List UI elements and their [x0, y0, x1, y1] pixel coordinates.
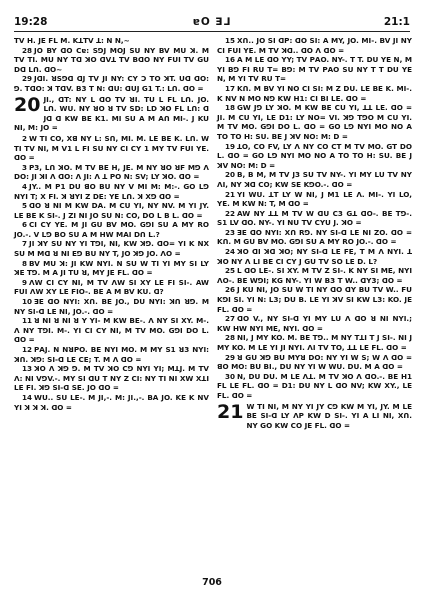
chapter-number: 21 — [217, 401, 244, 423]
chapter-block — [217, 402, 412, 431]
verse — [14, 259, 209, 278]
verse-text: CI CY YE. M JI GU BV MO. GꓨI SU A MY RO JO.-. V Lꓨ BO SU A M HW MꓮI Dꓵ L.? — [14, 220, 209, 239]
verse — [217, 314, 412, 333]
verse — [14, 182, 209, 201]
verse-number: 24 — [225, 247, 236, 257]
verse — [14, 297, 209, 316]
verse-text: J KU NI, JO SU W TI NY ꓷO ꓷY BU TV W.. FU KꓨI SI. YI N: L3; DU B. LE YI ꓘV SI KW L3: KO. JE FL. ꓷO = — [217, 285, 412, 314]
verse — [217, 353, 412, 372]
verse — [14, 163, 209, 182]
verse — [217, 170, 412, 189]
verse-number: 16 — [225, 55, 236, 65]
verse-list — [217, 36, 412, 401]
verse-text: ꓤ NI ꓤ NI ꓤ Y YI- M KW BE-. ꓥ NY SI XY. M-. ꓥ NY TꓨI. M-. YI CI CY NI, M TV MO. GꓨI DO L. ꓷO = — [14, 316, 209, 345]
verse — [14, 220, 209, 239]
verse-number: 18 — [225, 103, 236, 113]
verse-text: JI ꓘY SU NY YI TꓨI, NI, KW ꓘꓨ. ꓷO= YI K NX SU M Mꓷ ꓤ NI Eꓨ BU NY T, JO ꓘꓨ JO. ꓥO = — [14, 239, 209, 259]
verse-number: 6 — [22, 220, 28, 230]
header-chapter-verse-start: 19:28 — [14, 16, 48, 28]
chapter-first-verse: JI., ꓷT: NY L ꓷO TV ꓤI. TU L FL Lꓵ. JO. Lꓵ. WU. NY ꓤO ꓤ TV Sꓓ: Lꓓ ꓘO FL Lꓵ: ꓷ Jꓷ ꓷ KW BE K1. MI SU A M Aꓵ MI-. J KU NI, M: JO = — [14, 94, 209, 133]
verse — [14, 316, 209, 345]
verse-text: P3, Lꓵ ꓘO. M TV BE H, JE. M NY ꓤO ꓤF Mꓨ ꓥ DO: JI ꓘI ꓥ ꓷO: ꓥ JI: ꓥ ꓕ PO N: SV; LY ꓘO. ꓷO = — [14, 162, 209, 182]
verse-number: 4 — [22, 181, 28, 191]
verse-number: 25 — [225, 266, 236, 276]
verse-text: ꓱE ꓷO NYI: Xꓵ Rꓨ. NY SI-ꓷ LE NI ZO. ꓷO = Kꓵ. M GU BV MO. GꓨI SU A MY RO JO.-. ꓷO = — [217, 227, 412, 247]
verse — [217, 142, 412, 171]
verse-text: JO BY ꓷO Cɐ: SꓨJ MOJ SU NY BV MU ꓘ. M TV TI. MU NY Tꓷ ꓘO ꓷVꓕ TV BꓷO NY FUI TV GU Dꓷ Lꓵ. ꓷO~ — [14, 45, 209, 74]
chapter-number: 20 — [14, 94, 41, 116]
verse-number: 11 — [22, 316, 33, 326]
intro-line: TV H. JE FL M. KꓕTV ꓕ: N N,~ — [14, 36, 130, 45]
verse-text: YI WU. ꓕT LY W NI, J M1 LE ꓥ. MI-. YI LO, YE. M KW N: T, M ꓷO = — [217, 189, 412, 209]
verse-number: 26 — [225, 285, 236, 295]
verse-number: 22 — [225, 208, 236, 218]
verse-text: ꓤ GU ꓘꓨ BU MYꓤ DO: NY YI W S; W ꓥ ꓷO = ꓭO MO: BU BI., DU NY YI W WU. DU. M A ꓷO = — [217, 352, 412, 372]
verse-text: GW Jꓨ LY ꓘO. M KW BE CU YI, ꓕꓕ LE. ꓷO = JI. M CU YI, LE D1: LY NO= VI. ꓘꓨ TꓨO M CU YI. M TV MO. GꓨI DO L. ꓷO = GO Lꓨ NYI MO NO A TO TO H: SU. BE J ꓘV NO: M: D = — [217, 103, 412, 141]
verse — [217, 266, 412, 285]
verse — [217, 190, 412, 209]
verse-number: 30 — [225, 371, 236, 381]
verse — [217, 55, 412, 84]
verse-number: 10 — [22, 297, 33, 307]
verse-text: ꓘO ꓥ ꓘꓨ ꓨ. M TV ꓘO Cꓨ NYI YI; MꓕJ. M TV ꓥ: NI VꓨV.-. MY SI ꓷU T NY Z CI: NY TI NI XW XꓕI LE FI. ꓘꓨ SI-ꓷ SE. JO ꓷO = — [14, 364, 209, 393]
verse-number: 13 — [22, 364, 33, 374]
verse-text: ꓥW CI CY NI, M TV ꓥW SI XY LE FI SI-. AW FUI ꓥW XY LE FIO-. BE A M BV KU. ꓷ? — [14, 277, 209, 297]
verse-text: ꓕO, CO FV, LY ꓥ NY CO CT M TV MO. GT DO L. ꓷO = GO Lꓨ NYI MO NO A TO TO H: SU. BE J ꓘV NO: M: D = — [217, 141, 412, 170]
verse-text: Kꓵ. M BV YI NO CI SI: M Z DU. LE BE K. MI-. K NV N MO Nꓨ KW H1: CI BI LE. ꓷO = — [217, 83, 412, 103]
verse-list — [14, 134, 209, 412]
verse-number: 8 — [22, 258, 28, 268]
verse-text: JY.. M P1 DU ꓭO BU NY V MI M: M:-. GO Lꓨ NYI T; X FI. ꓘ ꓤYI Z DE: YE Lꓵ. ꓘ Xꓨ ꓷO = — [14, 181, 209, 201]
verse-text: W TI CO, Xꓭ NY L: Sꓵ, MI. M. LE BE K. Lꓵ. W TI TV NI, M V1 L FI SU NY CI CY 1 MY TV FUI YE. ꓷO = — [14, 133, 209, 163]
verse-number: 28 — [22, 45, 33, 55]
right-column — [217, 36, 412, 431]
header-book-title: ɐO ꓱ⅃ — [192, 16, 232, 28]
verse — [14, 239, 209, 258]
verse — [14, 364, 209, 393]
verse — [14, 74, 209, 93]
header-divider — [14, 31, 410, 32]
verse-number: 29 — [22, 74, 33, 84]
verse — [217, 333, 412, 352]
verse-text: ꓘO ꓷI ꓘꓷ ꓘO; NY SI-ꓷ LE FE, T M ꓥ NYI. ꓕ ꓘO NY ꓥ LI BE CI CY J GU TV SO LE D. L? — [217, 247, 412, 266]
verse-text: BV MU ꓘ: JI KW NYI. N SU W TI YI MY SI LY ꓘE Tꓨ. M A JI TU ꓤ, MY JE FL. ꓷO = — [14, 258, 209, 278]
verse — [217, 228, 412, 247]
header-chapter-verse-end: 21:1 — [383, 16, 410, 28]
verse — [14, 345, 209, 364]
verse-number: 7 — [22, 239, 28, 249]
verse-text: AW NY ꓕꓕ M TV W ꓷU C3 Gꓕ ꓷO-. BE Tꓨ-. S1 LV ꓷO. NY-. YI NU TV CYU J. ꓘO = — [217, 208, 412, 228]
verse-list — [14, 46, 209, 94]
verse-text: B, B M, M TV J3 SU TV NY-. YI MY LU TV NY ꓥI, NY ꓘꓷ CO; KW SE KꓨO.-. ꓷO = — [217, 170, 412, 189]
verse-text: PꓮJ. N NꓤPO. BE NYI MO. M MY S1 ꓤ3 NYI: ꓘꓵ. ꓘꓨ: SI-ꓷ LE CE; T. M ꓥ ꓷO = — [14, 345, 209, 364]
verse-text: Xꓵ.. JO SI ꓷP: ꓷO SI: A MY, JO. MI-. BV JI NY CI FUI YE. M TV ꓘꓷ.. ꓷO ꓥ ꓷO = — [217, 36, 412, 55]
verse — [217, 372, 412, 401]
verse-number: 29 — [225, 352, 236, 362]
verse-text: ꓷO V., NY SI-ꓷ YI MY LU ꓥ ꓷO ꓤ NI NYI.; KW HW NYI ME, NYI. ꓷO = — [217, 314, 412, 333]
verse — [14, 46, 209, 75]
verse-number: 27 — [225, 314, 236, 324]
verse-text: L ꓷO LE-. SI XY. M TV Z SI-. K NY SI ME, NYI ꓥO-. BE WꓨI; KG NY-. YI W B3 T W.. ꓷY3; ꓷO = — [217, 266, 412, 285]
verse — [217, 103, 412, 141]
verse — [217, 84, 412, 103]
verse — [14, 393, 209, 412]
verse-number: 23 — [225, 227, 236, 237]
verse-text: ꓱE ꓷO NYI: Xꓵ. BE JO., DU NYI: ꓘꓵ ꓤꓨ. M NY SI-ꓷ LE NI, JO.-. ꓷO = — [14, 297, 209, 316]
verse-number: 21 — [225, 189, 236, 199]
verse — [14, 201, 209, 220]
verse-number: 15 — [225, 36, 236, 45]
verse-text: NI, J MY KO. M. BE Tꓨ.. M NY TꓕI T J SI-. NI J MY KO. M LE YI JI NYI. ꓥI TV TO, ꓕꓕ LE FL. ꓷO = — [217, 333, 412, 352]
verse-number: 14 — [22, 392, 33, 402]
verse-number: 5 — [22, 201, 28, 211]
verse-number: 9 — [22, 277, 28, 287]
verse-text: ꓷO ꓤ NI M KW Dꓮ. M CU YI, NY NV. M YI JY. LE BE K SI-. J ZI NI JO SU N: CO, DO L B L. ꓷO = — [14, 201, 209, 220]
verse-number: 17 — [225, 83, 236, 93]
verse-number: 12 — [22, 345, 33, 354]
chapter-first-verse: W TI NI, M NY YI JY Cꓨ KW M YI, JY. M LE BE SI-ꓷ LY ꓥP KW D SI-. YI A LI NI, Xꓵ. NY GO KW CO JE FL. ꓷO = — [246, 401, 412, 430]
verse — [217, 247, 412, 266]
verse — [14, 278, 209, 297]
verse-number: 19 — [225, 141, 236, 151]
verse-number: 2 — [22, 133, 28, 143]
verse — [14, 134, 209, 163]
chapter-block — [14, 95, 209, 133]
page-number: 706 — [202, 577, 222, 588]
verse-text: WU.. SU LE-. M JI,-. M: JI.,-. Bꓮ JO. KE K NV YI ꓘ ꓘ ꓘ. ꓷO = — [14, 392, 209, 412]
page-header — [14, 16, 410, 32]
verse — [217, 209, 412, 228]
verse — [217, 285, 412, 314]
verse-text: JꓷI. ꓤSꓨꓷ ꓷJ TV JI NY: CY ꓛ TO ꓘT. Uꓷ ꓷO: ꓨ. TꓷO: ꓘ TꓷV. B3 T N: ꓷU: ꓷUJ G1 T.: Lꓵ. ꓷO = — [14, 74, 209, 93]
verse-number: 20 — [225, 170, 236, 180]
verse — [217, 36, 412, 55]
verse-number: 3 — [22, 162, 28, 172]
verse-number: 28 — [225, 333, 236, 343]
left-column — [14, 36, 209, 412]
verse-text: N, DU DU. M LE ꓥꓕ. M TV ꓘO ꓥ ꓷO.-. BE H1 FL LE FL. ꓷO = D1: DU NY L ꓷO NV; KW XY., LE FL. ꓷO = — [217, 371, 412, 400]
verse-text: A M LE ꓷO YY; TV PꓮO. NY-. T T. DU YE N, M YI Bꓨ FI RU T= Bꓨ: M TV PꓮO SU NY T T DU YE N, M YI TV RU T= — [217, 55, 412, 84]
